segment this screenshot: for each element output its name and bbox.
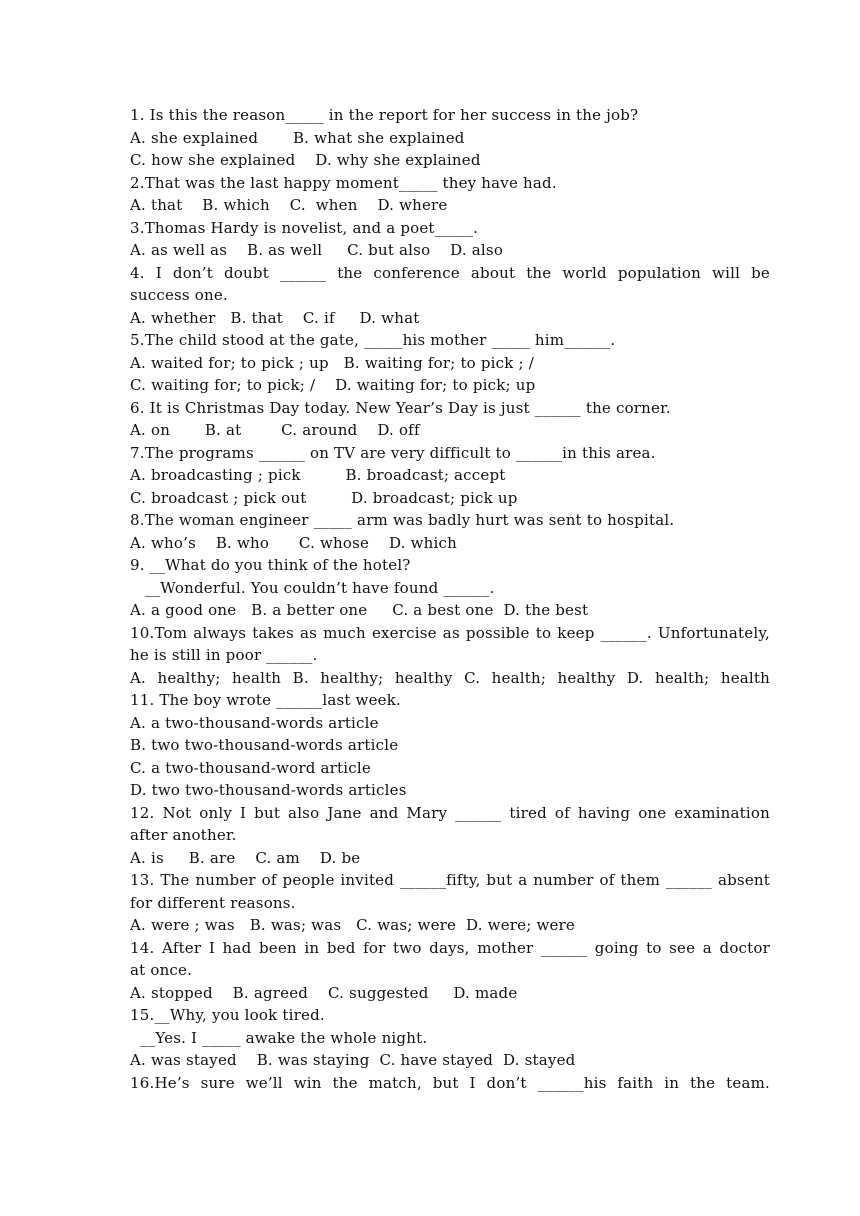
q1-question: 1. Is this the reason_____ in the report for her success in the job?: [130, 106, 639, 124]
q15-options: A. was stayed B. was staying C. have stayed D. stayed: [130, 1051, 576, 1069]
q7-question: 7.The programs ______ on TV are very difficult to ______in this area.: [130, 443, 656, 462]
q9-question: 9. __What do you think of the hotel?: [130, 556, 411, 574]
q2-question: 2.That was the last happy moment_____ they have had.: [130, 173, 557, 192]
q11-option-d: D. two two-thousand-words articles: [130, 781, 407, 799]
q15-question: 15.__Why, you look tired.: [130, 1006, 325, 1024]
q11-question: 11. The boy wrote ______last week.: [130, 691, 402, 709]
q7-options-cd: C. broadcast ; pick out D. broadcast; pick up: [130, 488, 518, 507]
q1-options-cd: C. how she explained D. why she explained: [130, 151, 481, 169]
q11-option-c: C. a two-thousand-word article: [130, 758, 371, 777]
question-sheet: [130, 104, 770, 1094]
q8-question: 8.The woman engineer _____ arm was badly hurt was sent to hospital.: [130, 511, 675, 529]
q15-question-reply: __Yes. I _____ awake the whole night.: [130, 1028, 428, 1047]
q16-question: 16.He’s sure we’ll win the match, but I don’t ______his faith in the team.: [130, 1073, 770, 1092]
q14-question-cont: at once.: [130, 961, 193, 979]
q12-question-cont: after another.: [130, 826, 237, 844]
q4-question: 4. I don’t doubt ______ the conference about the world population will be: [130, 263, 770, 282]
q4-question-cont: success one.: [130, 286, 228, 304]
q13-question: 13. The number of people invited ______fifty, but a number of them ______ absent: [130, 871, 770, 889]
q6-options: A. on B. at C. around D. off: [130, 421, 420, 439]
q2-options: A. that B. which C. when D. where: [130, 196, 448, 214]
q3-question: 3.Thomas Hardy is novelist, and a poet_____.: [130, 218, 479, 237]
q10-question: 10.Tom always takes as much exercise as possible to keep ______. Unfortunately,: [130, 623, 770, 642]
q12-options: A. is B. are C. am D. be: [130, 848, 361, 867]
q14-options: A. stopped B. agreed C. suggested D. made: [130, 983, 518, 1002]
q5-options-ab: A. waited for; to pick ; up B. waiting for; to pick ; /: [130, 353, 534, 372]
q14-question: 14. After I had been in bed for two days, mother ______ going to see a doctor: [130, 938, 770, 957]
q9-options: A. a good one B. a better one C. a best one D. the best: [130, 601, 589, 619]
q6-question: 6. It is Christmas Day today. New Year’s Day is just ______ the corner.: [130, 398, 671, 417]
q12-question: 12. Not only I but also Jane and Mary ______ tired of having one examination: [130, 803, 770, 822]
q13-options: A. were ; was B. was; was C. was; were D. were; were: [130, 916, 576, 934]
q8-options: A. who’s B. who C. whose D. which: [130, 533, 457, 552]
q7-options-ab: A. broadcasting ; pick B. broadcast; accept: [130, 466, 506, 484]
q10-question-cont: he is still in poor ______.: [130, 646, 318, 664]
q1-options-ab: A. she explained B. what she explained: [130, 128, 465, 147]
q13-question-cont: for different reasons.: [130, 893, 296, 912]
q4-options: A. whether B. that C. if D. what: [130, 308, 420, 327]
q11-option-a: A. a two-thousand-words article: [130, 713, 379, 732]
q11-option-b: B. two two-thousand-words article: [130, 736, 399, 754]
q9-question-reply: __Wonderful. You couldn’t have found ______.: [130, 578, 495, 597]
q5-question: 5.The child stood at the gate, _____his mother _____ him______.: [130, 331, 616, 349]
q5-options-cd: C. waiting for; to pick; / D. waiting for; to pick; up: [130, 376, 536, 394]
q10-options: A. healthy; health B. healthy; healthy C. health; healthy D. health; health: [130, 668, 770, 687]
q3-options: A. as well as B. as well C. but also D. also: [130, 241, 504, 259]
